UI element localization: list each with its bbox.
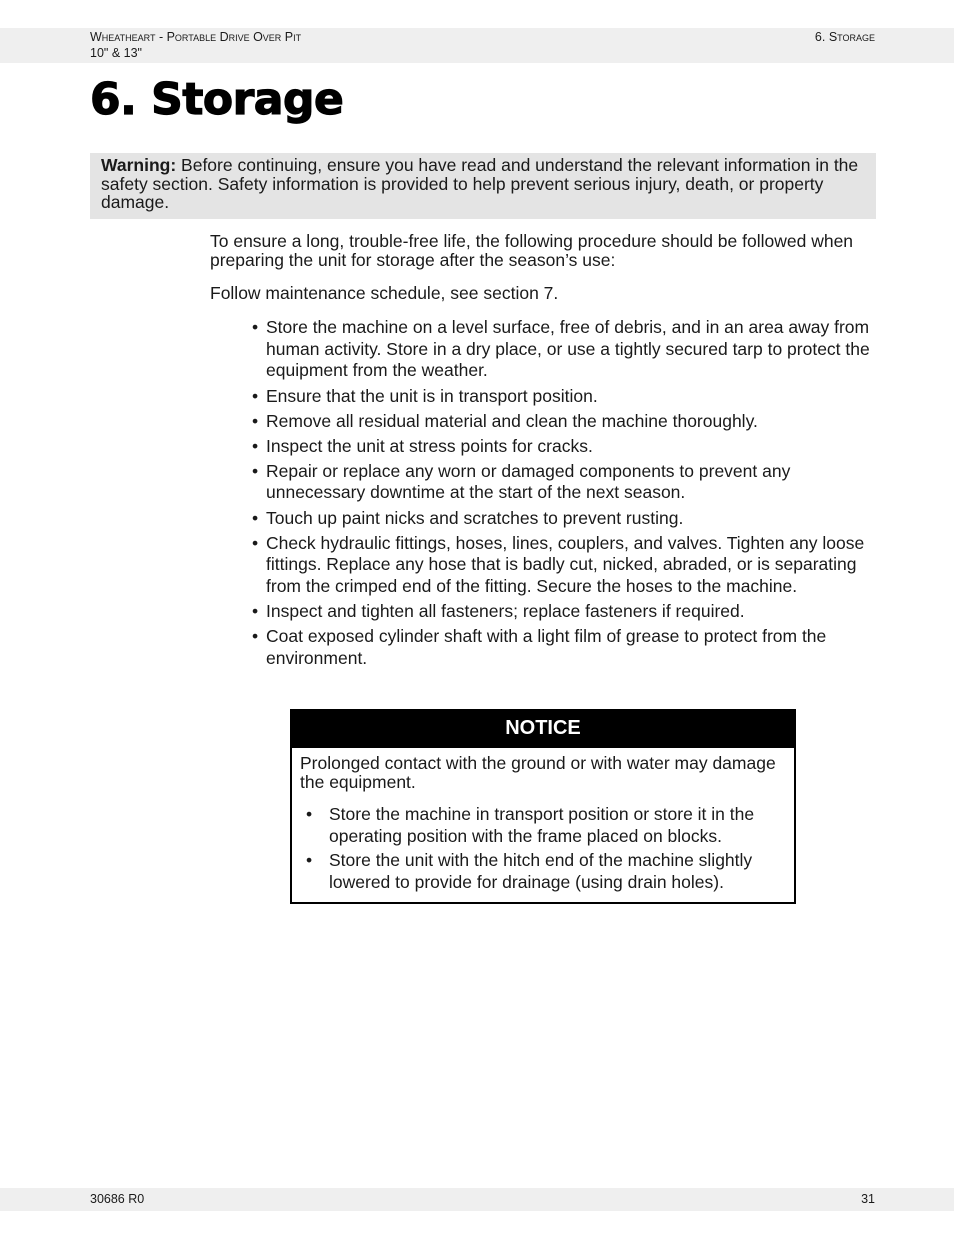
list-item: • Store the machine on a level surface, free of debris, and in an area away from human activity. Store in a dry place, or use a tightly secured tarp to protect the equipment from the weather.: [252, 317, 874, 382]
header-section-name: 6. Storage: [814, 30, 875, 44]
notice-list-item: • Store the unit with the hitch end of the machine slightly lowered to provide for drainage (using drain holes).: [300, 850, 784, 893]
warning-text: Before continuing, ensure you have read and understand the relevant information in the safety section. Safety information is provided to help prevent serious injury, death, or property damage.: [101, 155, 859, 212]
list-item: • Inspect and tighten all fasteners; replace fasteners if required.: [252, 601, 874, 623]
list-item: • Ensure that the unit is in transport position.: [252, 386, 874, 408]
warning-box: [90, 153, 876, 219]
follow-maintenance-paragraph: Follow maintenance schedule, see section 7.: [210, 283, 559, 303]
footer-page-number: 31: [861, 1192, 875, 1206]
list-item: • Repair or replace any worn or damaged components to prevent any unnecessary downtime at the start of the next season.: [252, 461, 874, 504]
page-title: 6. Storage: [90, 74, 344, 125]
warning-label: Warning:: [101, 155, 177, 175]
footer-doc-number: 30686 R0: [90, 1192, 145, 1206]
list-item: • Remove all residual material and clean the machine thoroughly.: [252, 411, 874, 433]
storage-steps-list: [252, 317, 874, 673]
notice-box: [290, 709, 796, 904]
page-header: [0, 28, 954, 63]
header-left: [90, 29, 301, 61]
intro-paragraph: To ensure a long, trouble-free life, the following procedure should be followed when preparing the unit for storage after the season’s use:: [210, 231, 854, 270]
header-product-title: Wheatheart - Portable Drive Over Pit: [90, 30, 302, 44]
list-item: • Check hydraulic fittings, hoses, lines, couplers, and valves. Tighten any loose fittings. Replace any hose that is badly cut, nicked, abraded, or is separating from the crimped end of the fitting. Secure the hoses to the machine.: [252, 533, 874, 598]
list-item: • Coat exposed cylinder shaft with a light film of grease to protect from the environment.: [252, 626, 874, 669]
header-product-sizes: 10" & 13": [90, 46, 142, 60]
notice-list: [300, 804, 784, 894]
list-item: • Touch up paint nicks and scratches to prevent rusting.: [252, 508, 874, 530]
notice-heading: NOTICE: [292, 711, 794, 748]
page-footer: [0, 1188, 954, 1211]
list-item: • Inspect the unit at stress points for cracks.: [252, 436, 874, 458]
notice-list-item: • Store the machine in transport position or store it in the operating position with the frame placed on blocks.: [300, 804, 784, 847]
notice-text: Prolonged contact with the ground or with water may damage the equipment.: [300, 753, 776, 792]
